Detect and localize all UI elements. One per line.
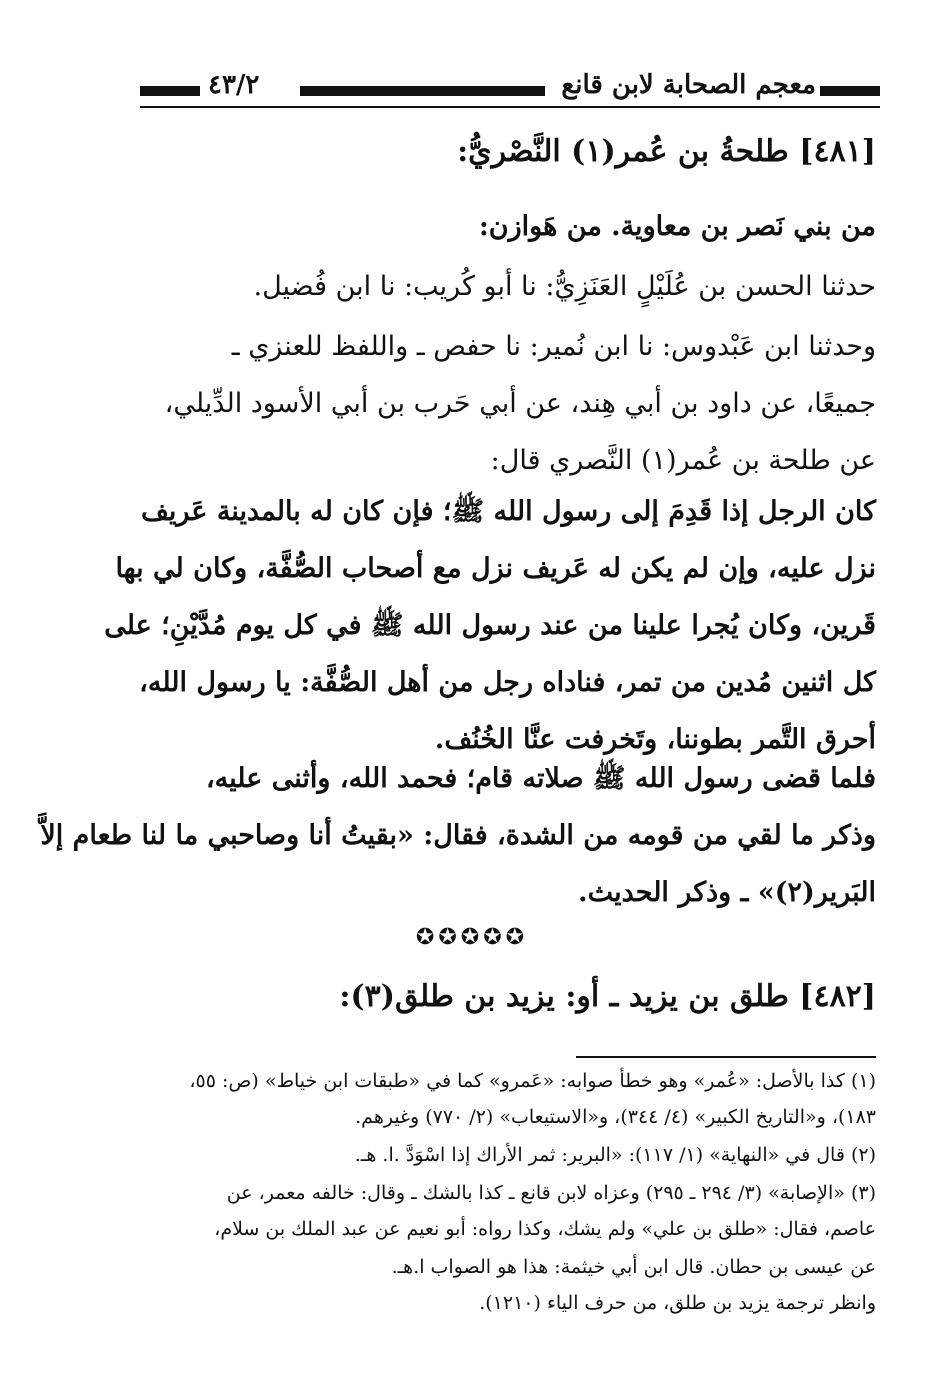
text-line: قَرين، وكان يُجرا علينا من عند رسول الله ﷺ في كل يوم مُدَّيْنِ؛ على [104,610,876,641]
entry-481-lineage [68,198,876,255]
entry-481-hadith-2 [40,750,876,921]
header-page-ref: ٤٣/٢ [208,70,260,100]
text-line: جميعًا، عن داود بن أبي هِند، عن أبي حَرب بن أبي الأسود الدِّيلي، [164,388,876,419]
footnote-line: ١٨٣)، و«التاريخ الكبير» (٤/ ٣٤٤)، و«الاستيعاب» (٢/ ٧٧٠) وغيرهم. [355,1106,876,1128]
entry-481-isnad-1 [68,258,876,315]
text-line: كان الرجل إذا قَدِمَ إلى رسول الله ﷺ؛ فإن كان له بالمدينة عَريف [140,496,876,527]
entry-481-isnad-2 [68,318,876,489]
header-book-title: معجم الصحابة لابن قانع [561,70,816,100]
footnote-line: (٣) «الإصابة» (٣/ ٢٩٤ ـ ٢٩٥) وعزاه لابن قانع ـ كذا بالشك ـ وقال: خالفه معمر، عن [226,1182,876,1204]
footnote-line: (٢) قال في «النهاية» (١/ ١١٧): «البرير: ثمر الأراك إذا اسْوَدَّ .ا. هـ. [354,1144,876,1166]
footnote-line: وانظر ترجمة يزيد بن طلق، من حرف الياء (١٢١٠). [479,1292,876,1314]
running-header [140,62,880,110]
text-line: البَرير(٢)» ـ وذكر الحديث. [578,877,876,908]
text-line: نزل عليه، وإن لم يكن له عَريف نزل مع أصحاب الصُّفَّة، وكان لي بها [115,553,876,584]
footnote-rule [576,1056,876,1058]
header-bar-right [820,86,880,96]
section-separator: ✪✪✪✪✪ [415,925,529,950]
footnote-line: (١) كذا بالأصل: «عُمر» وهو خطأ صوابه: «عَمرو» كما في «طبقات ابن خياط» (ص: ٥٥، [189,1070,876,1092]
entry-481-title: [٤٨١] طلحةُ بن عُمر(١) النَّصْريُّ: [457,134,876,169]
footnote-line: عن عيسى بن حطان. قال ابن أبي خيثمة: هذا هو الصواب ا.هـ. [391,1256,876,1278]
text-line: حدثنا الحسن بن عُلَيْلٍ العَنَزِيُّ: نا أبو كُريب: نا ابن فُضيل. [253,271,876,302]
entry-481-hadith-1 [68,483,876,768]
footnote-line: عاصم، فقال: «طلق بن علي» ولم يشك، وكذا رواه: أبو نعيم عن عبد الملك بن سلام، [214,1218,876,1240]
entry-482-title: [٤٨٢] طلق بن يزيد ـ أو: يزيد بن طلق(٣): [339,979,876,1014]
text-line: وحدثنا ابن عَبْدوس: نا ابن نُمير: نا حفص ـ واللفظ للعنزي ـ [231,331,876,362]
text-line: عن طلحة بن عُمر(١) النَّصري قال: [490,445,876,476]
header-bar-middle [300,86,545,96]
header-bar-left [140,86,200,96]
text-line: كل اثنين مُدين من تمر، فناداه رجل من أهل الصُّفَّة: يا رسول الله، [139,667,876,698]
text-line: وذكر ما لقي من قومه من الشدة، فقال: «بقيتُ أنا وصاحبي ما لنا طعام إلاَّ [40,820,876,851]
header-rule [140,106,880,108]
text-line: أحرق التَّمر بطوننا، وتَخرفت عنَّا الخُنُف. [434,724,876,755]
text-line: فلما قضى رسول الله ﷺ صلاته قام؛ فحمد الله، وأثنى عليه، [205,763,876,794]
text-line: من بني نَصر بن معاوية. من هَوازن: [478,211,876,242]
